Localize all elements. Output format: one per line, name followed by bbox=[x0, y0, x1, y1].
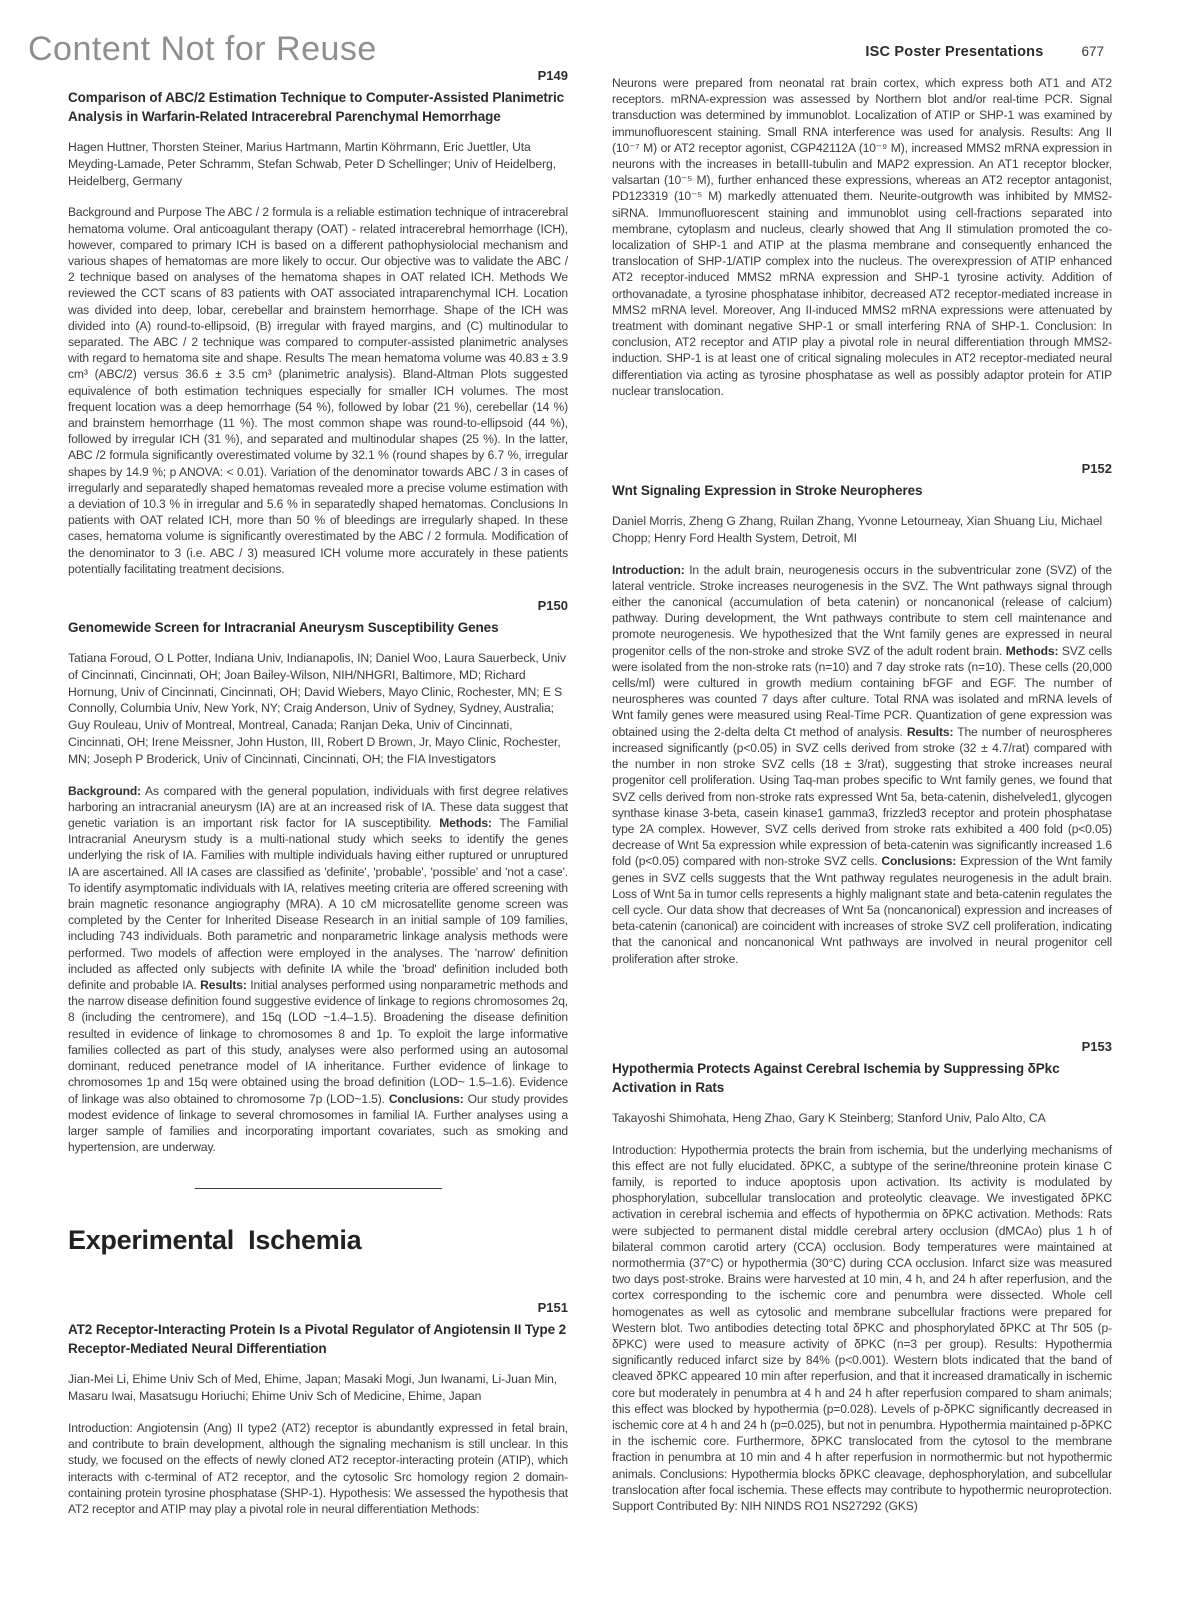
page-number: 677 bbox=[1081, 44, 1104, 59]
abstract-p151-continuation: Neurons were prepared from neonatal rat brain cortex, which express both AT1 and AT2 receptors. mRNA-expression was assessed by Northern blot and/or real-time PCR. Signal transduction was determined by immunoblot. Localization of ATIP or SHP-1 was examined by immunofluorescent staining. Small RNA interference was used for analysis. Results: Ang II (10⁻⁷ M) or AT2 receptor agonist, CGP42112A (10⁻⁹ M), increased MMS2 mRNA expression in neurons with the increases in betaIII-tubulin and MAP2 expression. An AT1 receptor blocker, valsartan (10⁻⁵ M), further enhanced these expressions, whereas an AT2 receptor antagonist, PD123319 (10⁻⁵ M) markedly attenuated them. Neurite-outgrowth was inhibited by MMS2-siRNA. Immunofluorescent staining and immunoblot using cell-fractions separated into membrane, cytoplasm and nucleus, clearly showed that Ang II stimulation promoted the co-localization of SHP-1 and ATIP at the plasma membrane and consequently enhanced the translocation of SHP-1/ATIP complex into the nucleus. The overexpression of ATIP enhanced AT2 receptor-induced MMS2 mRNA expression and SHP-1 tyrosine activity. Addition of orthovanadate, a tyrosine phosphatase inhibitor, decreased AT2 receptor-mediated increase in MMS2 mRNA level. Moreover, Ang II-induced MMS2 mRNA expressions were attenuated by treatment with dominant negative SHP-1 or small interfering RNA of SHP-1. Conclusion: In conclusion, AT2 receptor and ATIP play a pivotal role in neural differentiation through MMS2-induction. SHP-1 is at least one of critical signaling molecules in AT2 receptor-mediated neural differentiation via acting as tyrosine phosphatase as well as possibly adaptor protein for ATIP nuclear translocation. bbox=[612, 76, 1112, 398]
column-right bbox=[612, 44, 1112, 1514]
abstract-title: Comparison of ABC/2 Estimation Technique to Computer-Assisted Planimetric Analysis in Warfarin-Related Intracerebral Parenchymal Hemorrhage bbox=[68, 90, 565, 124]
page-header bbox=[612, 44, 1112, 60]
abstract-body: Background and Purpose The ABC / 2 formula is a reliable estimation technique of intracerebral hematoma volume. Oral anticoagulant therapy (OAT) - related intracerebral hemorrhage (ICH), however, compared to primary ICH is based on a different pathophysiolocial mechanism and various shapes of hematomas are more likely to occur. Our objective was to validate the ABC / 2 technique based on analyses of the hematoma shapes in OAT related ICH. Methods We reviewed the CCT scans of 83 patients with OAT associated intraparenchymal ICH. Location was divided into deep, lobar, cerebellar and brainstem hemorrhage. Shape of the ICH was divided into (A) round-to-ellipsoid, (B) irregular with frayed margins, and (C) multinodular to separated. The ABC / 2 technique was compared to computer-assisted planimetric analyses with regard to hematoma site and shape. Results The mean hematoma volume was 40.83 ± 3.9 cm³ (ABC/2) versus 36.6 ± 3.5 cm³ (planimetric analysis). Bland-Altman Plots suggested equivalence of both estimation techniques especially for smaller ICH volumes. The most frequent location was a deep hemorrhage (54 %), followed by lobar (21 %), cerebellar (14 %) and brainstem hemorrhage (11 %). The most common shape was round-to-ellipsoid (44 %), followed by irregular ICH (31 %), and separated and multinodular shapes (25 %). In the latter, ABC /2 formula significantly overestimated volume by 32.1 % (round shapes by 6.7 %, irregular shapes by 14.9 %; p ANOVA: < 0.01). Variation of the denominator towards ABC / 3 in cases of irregularly and separatedly shaped hematomas revealed more a precise volume estimation with a deviation of 10.3 % in irregular and 5.6 % in separatedly shaped hematomas. Conclusions In patients with OAT related ICH, more than 50 % of bleedings are irregularly shaped. In these cases, hematoma volume is significantly overestimated by the ABC / 2 formula. Modification of the denominator to 3 (i.e. ABC / 3) measured ICH volume more accurately in these patients potentially facilitating treatment decisions. bbox=[68, 205, 568, 576]
abstract-title: AT2 Receptor-Interacting Protein Is a Pivotal Regulator of Angiotensin II Type 2 Receptor-Mediated Neural Differentiation bbox=[68, 1322, 567, 1357]
section-title: Experimental Ischemia bbox=[68, 1225, 362, 1256]
abstract-number: P153 bbox=[1081, 1038, 1112, 1054]
page-header-title: ISC Poster Presentations bbox=[865, 44, 1044, 60]
abstract-p151 bbox=[68, 1300, 568, 1517]
abstract-p149 bbox=[68, 68, 568, 577]
abstract-authors: Tatiana Foroud, O L Potter, Indiana Univ, Indianapolis, IN; Daniel Woo, Laura Sauerbeck, Univ of Cincinnati, Cincinnati, OH; Joan Bailey-Wilson, NIH/NHGRI, Baltimore, MD; Richard Hornung, Univ of Cincinnati, Cincinnati, OH; David Wiebers, Mayo Clinic, Rochester, MN; E S Connolly, Columbia Univ, New York, NY; Craig Anderson, Univ of Sydney, Sydney, Australia; Guy Rouleau, Univ of Montreal, Montreal, Canada; Ranjan Deka, Univ of Cincinnati, Cincinnati, OH; Irene Meissner, John Huston, III, Robert D Brown, Jr, Mayo Clinic, Rochester, MN; Joseph P Broderick, Univ of Cincinnati, Cincinnati, OH; the FIA Investigators bbox=[68, 651, 566, 766]
abstract-number: P152 bbox=[1081, 461, 1112, 477]
abstract-title: Wnt Signaling Expression in Stroke Neuropheres bbox=[612, 483, 923, 499]
section-divider bbox=[195, 1188, 442, 1189]
abstract-authors: Jian-Mei Li, Ehime Univ Sch of Med, Ehime, Japan; Masaki Mogi, Jun Iwanami, Li-Juan Min, Masaru Iwai, Masatsugu Horiuchi; Ehime Univ Sch of Medicine, Ehime, Japan bbox=[68, 1372, 558, 1404]
abstract-title: Genomewide Screen for Intracranial Aneurysm Susceptibility Genes bbox=[68, 620, 499, 636]
abstract-body: Introduction: Angiotensin (Ang) II type2 (AT2) receptor is abundantly expressed in fetal brain, and contribute to brain development, although the signaling mechanism is still unclear. In this study, we focused on the effects of newly cloned AT2 receptor-interacting protein (ATIP), which interacts with c-terminal of AT2 receptor, and the cytosolic Src homology region 2 domain-containing protein tyrosine phosphatase (SHP-1). Hypothesis: We assessed the hypothesis that AT2 receptor and ATIP may play a pivotal role in neural differentiation Methods: bbox=[68, 1420, 568, 1516]
abstract-authors: Daniel Morris, Zheng G Zhang, Ruilan Zhang, Yvonne Letourneay, Xian Shuang Liu, Michael Chopp; Henry Ford Health System, Detroit, MI bbox=[612, 514, 1103, 545]
abstract-body: Introduction: In the adult brain, neurogenesis occurs in the subventricular zone (SVZ) of the lateral ventricle. Stroke increases neurogenesis in the SVZ. The Wnt pathways signal through either the canonical (accumulation of beta catenin) or noncanonical (release of calcium) pathway. During development, the Wnt pathways contribute to stem cell maintenance and promote neurogenesis. We hypothesized that the Wnt family genes are expressed in neural progenitor cells of the non-stroke and stroke SVZ of the adult rodent brain. Methods: SVZ cells were isolated from the non-stroke rats (n=10) and 7 day stroke rats (n=10). These cells (20,000 cells/ml) were cultured in growth medium containing bFGF and EGF. The number of neurospheres was counted 7 days after culture. Total RNA was isolated and mRNA levels of Wnt family genes were measured using Real-Time PCR. Quantization of gene expression was obtained using the 2-delta delta Ct method of analysis. Results: The number of neurospheres increased significantly (p<0.05) in SVZ cells derived from stroke (32 ± 4.7/rat) compared with the number in non stroke SVZ cells (18 ± 3/rat), suggesting that stroke increases neural progenitor cell proliferation. Using Taq-man probes specific to Wnt family genes, we found that SVZ cells derived from non-stroke rats expressed Wnt 5a, beta-catenin, dishelveled1, glycogen synthase kinase 3-beta, casein kinase1 gamma3, frizzled3 receptor and protein phosphatase type 2A complex. However, SVZ cells derived from stroke rats exhibited a 400 fold (p<0.05) decrease of Wnt 5a expression while expression of beta-catenin was significantly increased 1.6 fold (p<0.05) compared with non-stroke SVZ cells. Conclusions: Expression of the Wnt family genes in SVZ cells suggests that the Wnt pathway regulates neurogenesis in the adult brain. Loss of Wnt 5a in tumor cells represents a highly malignant state and beta-catenin regulates the cell cycle. Our data show that decreases of Wnt 5a (noncanonical) expression and increases of beta-catenin (canonical) are coincident with increases of stroke SVZ cell proliferation, indicating that the canonical and noncanonical Wnt pathways are involved in neural progenitor cell proliferation after stroke. bbox=[612, 562, 1112, 966]
abstract-number: P150 bbox=[537, 598, 568, 614]
abstract-authors: Hagen Huttner, Thorsten Steiner, Marius Hartmann, Martin Köhrmann, Eric Juettler, Uta Meyding-Lamade, Peter Schramm, Stefan Schwab, Peter D Schellinger; Univ of Heidelberg, Heidelberg, Germany bbox=[68, 140, 556, 188]
abstract-p153 bbox=[612, 1039, 1112, 1514]
abstract-number: P151 bbox=[537, 1300, 568, 1316]
abstract-p152 bbox=[612, 461, 1112, 967]
watermark-text: Content Not for Reuse bbox=[28, 30, 377, 68]
abstract-p150 bbox=[68, 598, 568, 1155]
abstract-body: Background: As compared with the general population, individuals with first degree relatives harboring an intracranial aneurysm (IA) are at an increased risk of IA. These data suggest that genetic variation is an important risk factor for IA susceptibility. Methods: The Familial Intracranial Aneurysm study is a multi-national study which seeks to identify the genes underlying the risk of IA. Families with multiple individuals having either ruptured or unruptured IA are ascertained. All IA cases are classified as 'definite', 'probable', 'possible' and 'not a case'. To identify asymptomatic individuals with IA, relatives meeting criteria are offered screening with brain magnetic resonance angiography (MRA). A 10 cM microsatellite genome screen was completed by the Center for Inherited Disease Research in an initial sample of 109 families, including 743 individuals. Both parametric and nonparametric linkage analysis methods were performed. Two models of affection were employed in the analyses. The 'narrow' definition included as affected only subjects with definite IA while the 'broad' definition included both definite and probable IA. Results: Initial analyses performed using nonparametric methods and the narrow disease definition found suggestive evidence of linkage to regions chromosomes 2q, 8 (including the centromere), and 15q (LOD ~1.4–1.5). Broadening the disease definition resulted in evidence of linkage to chromosomes 8 and 1p. To exploit the large informative families collected as part of this study, analyses were also performed using an autosomal dominant, reduced penetrance model of IA inheritance. Further evidence of linkage to chromosomes 1p and 15q were obtained using the broad definition (LOD~ 1.5–1.6). Evidence of linkage was also obtained to chromosome 7p (LOD~1.5). Conclusions: Our study provides modest evidence of linkage to several chromosomes in familial IA. Further analyses using a larger sample of families and incorporating important covariates, such as smoking and hypertension, are underway. bbox=[68, 783, 568, 1155]
abstract-number: P149 bbox=[537, 68, 568, 83]
abstract-body: Introduction: Hypothermia protects the brain from ischemia, but the underlying mechanisms of this effect are not fully elucidated. δPKC, a subtype of the serine/threonine protein kinase C family, is reported to induce apoptosis upon activation. Its activity is modulated by phosphorylation, subcellular translocation and proteolytic cleavage. We investigated δPKC activation in cerebral ischemia and effects of hypothermia on δPKC activation. Methods: Rats were subjected to permanent distal middle cerebral artery occlusion (dMCAo) plus 1 h of bilateral common carotid artery (CCA) occlusion. Body temperatures were maintained at normothermia (37°C) or hypothermia (30°C) during CCA occlusion. Infarct size was measured two days post-stroke. Brains were harvested at 10 min, 4 h, and 24 h after reperfusion, and the cortex corresponding to the ischemic core and penumbra were dissected. Whole cell homogenates as well as cytosolic and membrane subcellular fractions were prepared for Western blot. Two antibodies detecting total δPKC and phosphorylated δPKC at Thr 505 (p-δPKC) were used to measure activity of δPKC (n=3 per group). Results: Hypothermia significantly reduced infarct size by 84% (p<0.001). Western blots indicated that the band of cleaved δPKC appeared 10 min after reperfusion, and that it increased dramatically in ischemic core but moderately in penumbra at 4 h and 24 h after reperfusion compared to sham animals; this effect was blocked by hypothermia (p=0.028). Levels of p-δPKC significantly decreased in ischemic core at 4 h and 24 h (p=0.025), but not in penumbra. Hypothermia maintained p-δPKC in the ischemic core. Furthermore, δPKC translocated from the cytosol to the membrane fraction in penumbra at 10 min and 4 h after reperfusion in normothermic but not hypothermic animals. Conclusions: Hypothermia blocks δPKC cleavage, dephosphorylation, and subcellular translocation after focal ischemia. These effects may contribute to hypothermic neuroprotection. Support Contributed By: NIH NINDS RO1 NS27292 (GKS) bbox=[612, 1142, 1112, 1513]
abstract-title: Hypothermia Protects Against Cerebral Ischemia by Suppressing δPkc Activation in Rats bbox=[612, 1060, 1060, 1095]
column-left bbox=[68, 68, 568, 1517]
abstract-authors: Takayoshi Shimohata, Heng Zhao, Gary K Steinberg; Stanford Univ, Palo Alto, CA bbox=[612, 1110, 1046, 1125]
